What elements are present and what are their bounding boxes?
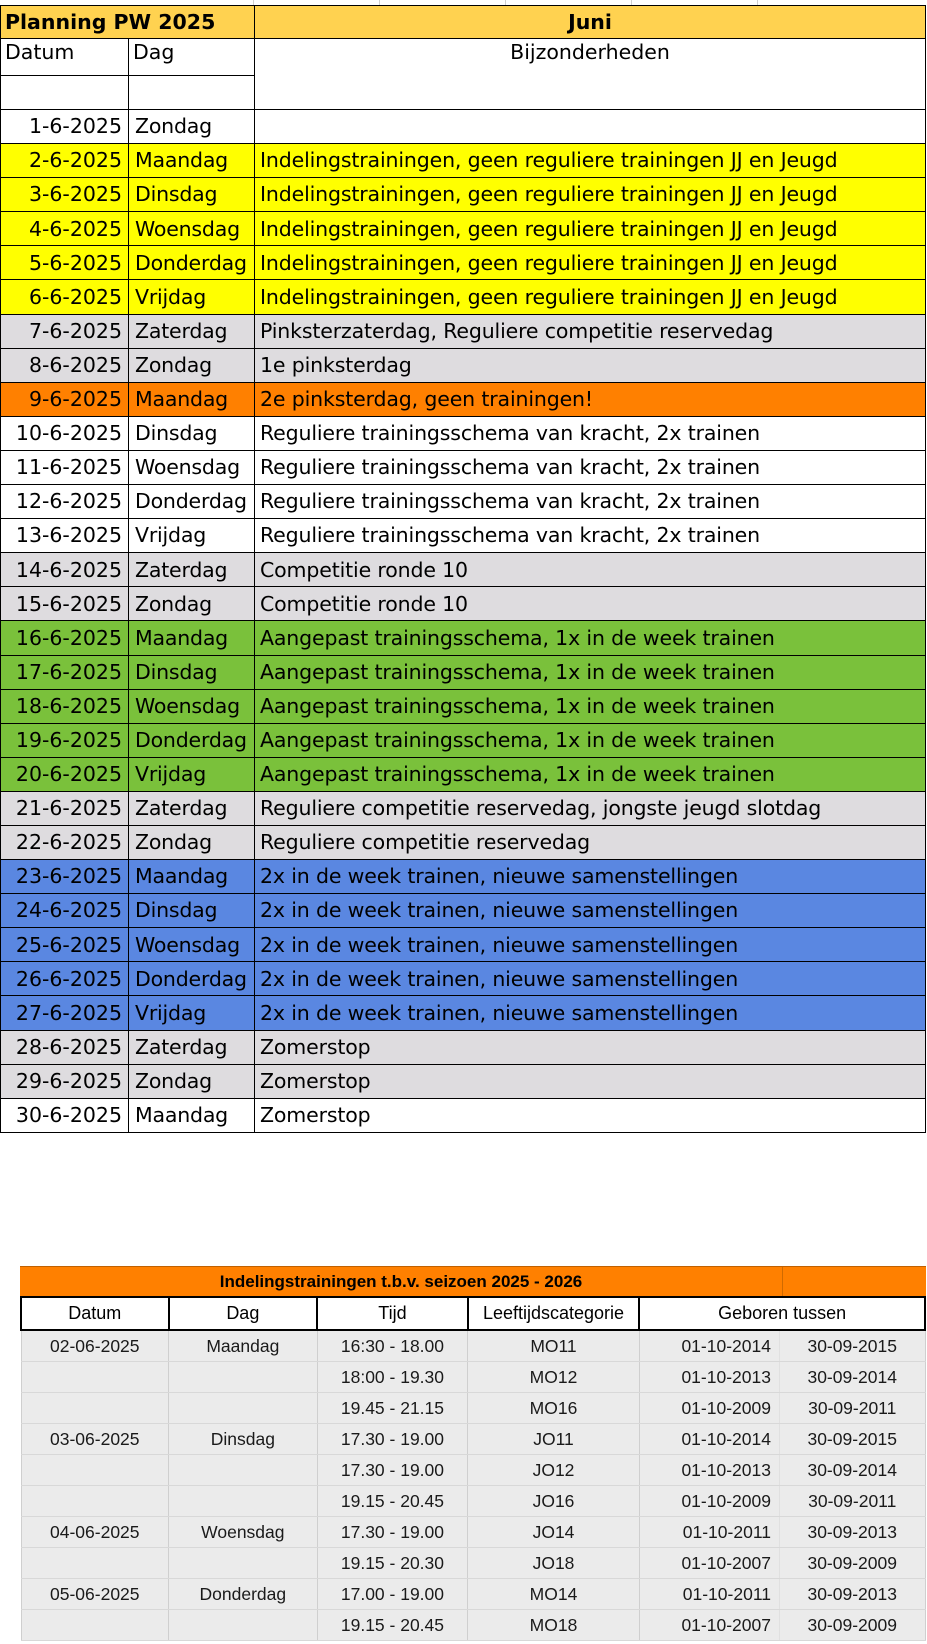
datum-cell[interactable] [21, 1610, 169, 1641]
description-cell[interactable]: Reguliere trainingsschema van kracht, 2x trainen [255, 485, 926, 519]
tijd-cell[interactable]: 19.15 - 20.45 [317, 1486, 468, 1517]
categorie-cell[interactable]: MO11 [468, 1330, 639, 1362]
categorie-cell[interactable]: MO14 [468, 1579, 639, 1610]
description-cell[interactable]: Indelingstrainingen, geen reguliere trainingen JJ en Jeugd [255, 178, 926, 212]
tijd-cell[interactable]: 17.30 - 19.00 [317, 1517, 468, 1548]
geboren-tot-cell[interactable]: 30-09-2014 [779, 1362, 925, 1393]
description-cell[interactable]: 2e pinksterdag, geen trainingen! [255, 382, 926, 416]
planning-row [1, 212, 926, 246]
day-cell[interactable]: Zondag [129, 348, 255, 382]
planning-row [1, 519, 926, 553]
categorie-cell[interactable]: MO12 [468, 1362, 639, 1393]
planning-row [1, 894, 926, 928]
date-cell[interactable]: 11-6-2025 [1, 450, 129, 484]
header-datum[interactable]: Datum [21, 1297, 169, 1330]
indeling-title-bar [20, 1266, 926, 1296]
indeling-row [21, 1330, 925, 1362]
planning-row [1, 348, 926, 382]
geboren-van-cell[interactable]: 01-10-2007 [639, 1610, 779, 1641]
blank-cell[interactable] [129, 76, 255, 110]
day-cell[interactable]: Vrijdag [129, 519, 255, 553]
day-cell[interactable]: Zaterdag [129, 553, 255, 587]
description-cell[interactable]: Competitie ronde 10 [255, 553, 926, 587]
indeling-row [21, 1548, 925, 1579]
geboren-van-cell[interactable]: 01-10-2014 [639, 1330, 779, 1362]
categorie-cell[interactable]: MO18 [468, 1610, 639, 1641]
geboren-van-cell[interactable]: 01-10-2013 [639, 1455, 779, 1486]
description-cell[interactable]: Indelingstrainingen, geen reguliere trainingen JJ en Jeugd [255, 212, 926, 246]
date-cell[interactable]: 3-6-2025 [1, 178, 129, 212]
date-cell[interactable]: 13-6-2025 [1, 519, 129, 553]
indeling-row [21, 1393, 925, 1424]
day-cell[interactable]: Woensdag [129, 212, 255, 246]
datum-cell[interactable]: 05-06-2025 [21, 1579, 169, 1610]
header-geboren-tussen[interactable]: Geboren tussen [639, 1297, 925, 1330]
tijd-cell[interactable]: 17.30 - 19.00 [317, 1424, 468, 1455]
geboren-tot-cell[interactable]: 30-09-2014 [779, 1455, 925, 1486]
planning-row [1, 621, 926, 655]
date-cell[interactable]: 4-6-2025 [1, 212, 129, 246]
datum-cell[interactable] [21, 1362, 169, 1393]
description-cell[interactable]: Aangepast trainingsschema, 1x in de week trainen [255, 723, 926, 757]
datum-cell[interactable] [21, 1486, 169, 1517]
indeling-table [20, 1296, 926, 1641]
header-tijd[interactable]: Tijd [317, 1297, 468, 1330]
datum-cell[interactable] [21, 1548, 169, 1579]
description-cell[interactable]: Reguliere trainingsschema van kracht, 2x trainen [255, 450, 926, 484]
col-bijzonderheden-header[interactable]: Bijzonderheden [255, 39, 926, 110]
geboren-tot-cell[interactable]: 30-09-2011 [779, 1486, 925, 1517]
day-cell[interactable]: Maandag [129, 1098, 255, 1132]
description-cell[interactable]: 2x in de week trainen, nieuwe samenstellingen [255, 928, 926, 962]
geboren-van-cell[interactable]: 01-10-2007 [639, 1548, 779, 1579]
geboren-van-cell[interactable]: 01-10-2011 [639, 1517, 779, 1548]
date-cell[interactable]: 14-6-2025 [1, 553, 129, 587]
dag-cell[interactable]: Donderdag [169, 1579, 318, 1610]
planning-row [1, 1030, 926, 1064]
geboren-tot-cell[interactable]: 30-09-2015 [779, 1424, 925, 1455]
dag-cell[interactable]: Maandag [169, 1330, 318, 1362]
planning-subheader-row [1, 39, 926, 76]
day-cell[interactable]: Donderdag [129, 723, 255, 757]
description-cell[interactable]: Zomerstop [255, 1030, 926, 1064]
day-cell[interactable]: Dinsdag [129, 178, 255, 212]
geboren-tot-cell[interactable]: 30-09-2011 [779, 1393, 925, 1424]
description-cell[interactable]: Pinksterzaterdag, Reguliere competitie reservedag [255, 314, 926, 348]
day-cell[interactable]: Woensdag [129, 928, 255, 962]
description-cell[interactable]: Reguliere competitie reservedag, jongste jeugd slotdag [255, 791, 926, 825]
description-cell[interactable]: Aangepast trainingsschema, 1x in de week trainen [255, 689, 926, 723]
day-cell[interactable]: Zondag [129, 1064, 255, 1098]
description-cell[interactable]: Competitie ronde 10 [255, 587, 926, 621]
day-cell[interactable]: Donderdag [129, 962, 255, 996]
dag-cell[interactable] [169, 1486, 318, 1517]
day-cell[interactable]: Donderdag [129, 246, 255, 280]
tijd-cell[interactable]: 16:30 - 18.00 [317, 1330, 468, 1362]
planning-row [1, 757, 926, 791]
date-cell[interactable]: 20-6-2025 [1, 757, 129, 791]
day-cell[interactable]: Dinsdag [129, 894, 255, 928]
geboren-tot-cell[interactable]: 30-09-2013 [779, 1517, 925, 1548]
day-cell[interactable]: Dinsdag [129, 416, 255, 450]
day-cell[interactable]: Zaterdag [129, 1030, 255, 1064]
date-cell[interactable]: 19-6-2025 [1, 723, 129, 757]
dag-cell[interactable] [169, 1610, 318, 1641]
date-cell[interactable]: 6-6-2025 [1, 280, 129, 314]
categorie-cell[interactable]: JO11 [468, 1424, 639, 1455]
date-cell[interactable]: 15-6-2025 [1, 587, 129, 621]
planning-row [1, 314, 926, 348]
dag-cell[interactable]: Woensdag [169, 1517, 318, 1548]
date-cell[interactable]: 9-6-2025 [1, 382, 129, 416]
date-cell[interactable]: 28-6-2025 [1, 1030, 129, 1064]
description-cell[interactable]: Reguliere trainingsschema van kracht, 2x trainen [255, 519, 926, 553]
day-cell[interactable]: Dinsdag [129, 655, 255, 689]
categorie-cell[interactable]: JO18 [468, 1548, 639, 1579]
geboren-van-cell[interactable]: 01-10-2009 [639, 1393, 779, 1424]
date-cell[interactable]: 7-6-2025 [1, 314, 129, 348]
date-cell[interactable]: 16-6-2025 [1, 621, 129, 655]
geboren-tot-cell[interactable]: 30-09-2013 [779, 1579, 925, 1610]
planning-row [1, 553, 926, 587]
date-cell[interactable]: 26-6-2025 [1, 962, 129, 996]
categorie-cell[interactable]: JO16 [468, 1486, 639, 1517]
date-cell[interactable]: 18-6-2025 [1, 689, 129, 723]
day-cell[interactable]: Zaterdag [129, 314, 255, 348]
planning-row [1, 996, 926, 1030]
date-cell[interactable]: 24-6-2025 [1, 894, 129, 928]
tijd-cell[interactable]: 17.30 - 19.00 [317, 1455, 468, 1486]
date-cell[interactable]: 25-6-2025 [1, 928, 129, 962]
dag-cell[interactable] [169, 1455, 318, 1486]
categorie-cell[interactable]: JO14 [468, 1517, 639, 1548]
datum-cell[interactable] [21, 1393, 169, 1424]
indeling-header-row [21, 1297, 925, 1330]
indeling-row [21, 1517, 925, 1548]
planning-row [1, 246, 926, 280]
day-cell[interactable]: Vrijdag [129, 996, 255, 1030]
day-cell[interactable]: Vrijdag [129, 280, 255, 314]
description-cell[interactable]: Indelingstrainingen, geen reguliere trainingen JJ en Jeugd [255, 246, 926, 280]
categorie-cell[interactable]: JO12 [468, 1455, 639, 1486]
tijd-cell[interactable]: 19.15 - 20.45 [317, 1610, 468, 1641]
planning-row [1, 655, 926, 689]
geboren-tot-cell[interactable]: 30-09-2015 [779, 1330, 925, 1362]
geboren-van-cell[interactable]: 01-10-2014 [639, 1424, 779, 1455]
title-cell-divider [782, 1267, 783, 1296]
day-cell[interactable]: Maandag [129, 144, 255, 178]
day-cell[interactable]: Woensdag [129, 689, 255, 723]
col-datum-header[interactable]: Datum [1, 39, 129, 76]
date-cell[interactable]: 21-6-2025 [1, 791, 129, 825]
indeling-body [21, 1330, 925, 1641]
date-cell[interactable]: 17-6-2025 [1, 655, 129, 689]
planning-row [1, 791, 926, 825]
day-cell[interactable]: Maandag [129, 860, 255, 894]
indeling-row [21, 1579, 925, 1610]
month-title[interactable]: Juni [255, 6, 926, 39]
description-cell[interactable]: Zomerstop [255, 1064, 926, 1098]
planning-row [1, 280, 926, 314]
planning-row [1, 1098, 926, 1132]
description-cell[interactable]: 2x in de week trainen, nieuwe samenstellingen [255, 962, 926, 996]
description-cell[interactable]: 2x in de week trainen, nieuwe samenstellingen [255, 894, 926, 928]
datum-cell[interactable]: 03-06-2025 [21, 1424, 169, 1455]
tijd-cell[interactable]: 17.00 - 19.00 [317, 1579, 468, 1610]
description-cell[interactable]: 1e pinksterdag [255, 348, 926, 382]
description-cell[interactable]: 2x in de week trainen, nieuwe samenstellingen [255, 996, 926, 1030]
date-cell[interactable]: 1-6-2025 [1, 110, 129, 144]
geboren-tot-cell[interactable]: 30-09-2009 [779, 1610, 925, 1641]
planning-row [1, 723, 926, 757]
geboren-van-cell[interactable]: 01-10-2013 [639, 1362, 779, 1393]
planning-row [1, 416, 926, 450]
planning-row [1, 110, 926, 144]
description-cell[interactable]: Reguliere trainingsschema van kracht, 2x trainen [255, 416, 926, 450]
datum-cell[interactable] [21, 1455, 169, 1486]
indeling-title[interactable]: Indelingstrainingen t.b.v. seizoen 2025 - 2026 [219, 1272, 583, 1291]
geboren-tot-cell[interactable]: 30-09-2009 [779, 1548, 925, 1579]
day-cell[interactable]: Zaterdag [129, 791, 255, 825]
indeling-row [21, 1610, 925, 1641]
date-cell[interactable]: 29-6-2025 [1, 1064, 129, 1098]
description-cell[interactable]: Aangepast trainingsschema, 1x in de week trainen [255, 655, 926, 689]
day-cell[interactable]: Maandag [129, 382, 255, 416]
day-cell[interactable]: Vrijdag [129, 757, 255, 791]
planning-row [1, 485, 926, 519]
date-cell[interactable]: 2-6-2025 [1, 144, 129, 178]
dag-cell[interactable] [169, 1393, 318, 1424]
day-cell[interactable]: Zondag [129, 110, 255, 144]
planning-row [1, 144, 926, 178]
indeling-table-block [20, 1266, 926, 1641]
geboren-van-cell[interactable]: 01-10-2011 [639, 1579, 779, 1610]
col-dag-header[interactable]: Dag [129, 39, 255, 76]
indeling-row [21, 1486, 925, 1517]
planning-table [0, 5, 926, 1133]
description-cell[interactable]: 2x in de week trainen, nieuwe samenstellingen [255, 860, 926, 894]
tijd-cell[interactable]: 19.15 - 20.30 [317, 1548, 468, 1579]
dag-cell[interactable] [169, 1548, 318, 1579]
planning-row [1, 1064, 926, 1098]
day-cell[interactable]: Zondag [129, 587, 255, 621]
planning-row [1, 450, 926, 484]
planning-row [1, 382, 926, 416]
date-cell[interactable]: 27-6-2025 [1, 996, 129, 1030]
date-cell[interactable]: 22-6-2025 [1, 825, 129, 859]
planning-body [1, 110, 926, 1133]
datum-cell[interactable]: 04-06-2025 [21, 1517, 169, 1548]
planning-row [1, 928, 926, 962]
planning-row [1, 860, 926, 894]
planning-title[interactable]: Planning PW 2025 [1, 6, 255, 39]
description-cell[interactable] [255, 110, 926, 144]
categorie-cell[interactable]: MO16 [468, 1393, 639, 1424]
dag-cell[interactable]: Dinsdag [169, 1424, 318, 1455]
tijd-cell[interactable]: 18:00 - 19.30 [317, 1362, 468, 1393]
datum-cell[interactable]: 02-06-2025 [21, 1330, 169, 1362]
day-cell[interactable]: Zondag [129, 825, 255, 859]
date-cell[interactable]: 8-6-2025 [1, 348, 129, 382]
description-cell[interactable]: Indelingstrainingen, geen reguliere trainingen JJ en Jeugd [255, 280, 926, 314]
description-cell[interactable]: Zomerstop [255, 1098, 926, 1132]
geboren-van-cell[interactable]: 01-10-2009 [639, 1486, 779, 1517]
dag-cell[interactable] [169, 1362, 318, 1393]
date-cell[interactable]: 23-6-2025 [1, 860, 129, 894]
planning-header-row [1, 6, 926, 39]
date-cell[interactable]: 5-6-2025 [1, 246, 129, 280]
description-cell[interactable]: Indelingstrainingen, geen reguliere trainingen JJ en Jeugd [255, 144, 926, 178]
day-cell[interactable]: Donderdag [129, 485, 255, 519]
indeling-row [21, 1424, 925, 1455]
planning-row [1, 962, 926, 996]
description-cell[interactable]: Reguliere competitie reservedag [255, 825, 926, 859]
planning-row [1, 178, 926, 212]
planning-row [1, 825, 926, 859]
date-cell[interactable]: 12-6-2025 [1, 485, 129, 519]
header-dag[interactable]: Dag [169, 1297, 318, 1330]
day-cell[interactable]: Maandag [129, 621, 255, 655]
planning-row [1, 587, 926, 621]
description-cell[interactable]: Aangepast trainingsschema, 1x in de week trainen [255, 621, 926, 655]
indeling-row [21, 1455, 925, 1486]
tijd-cell[interactable]: 19.45 - 21.15 [317, 1393, 468, 1424]
header-leeftijdscategorie[interactable]: Leeftijdscategorie [468, 1297, 639, 1330]
date-cell[interactable]: 10-6-2025 [1, 416, 129, 450]
indeling-row [21, 1362, 925, 1393]
date-cell[interactable]: 30-6-2025 [1, 1098, 129, 1132]
blank-cell[interactable] [1, 76, 129, 110]
planning-row [1, 689, 926, 723]
description-cell[interactable]: Aangepast trainingsschema, 1x in de week trainen [255, 757, 926, 791]
day-cell[interactable]: Woensdag [129, 450, 255, 484]
